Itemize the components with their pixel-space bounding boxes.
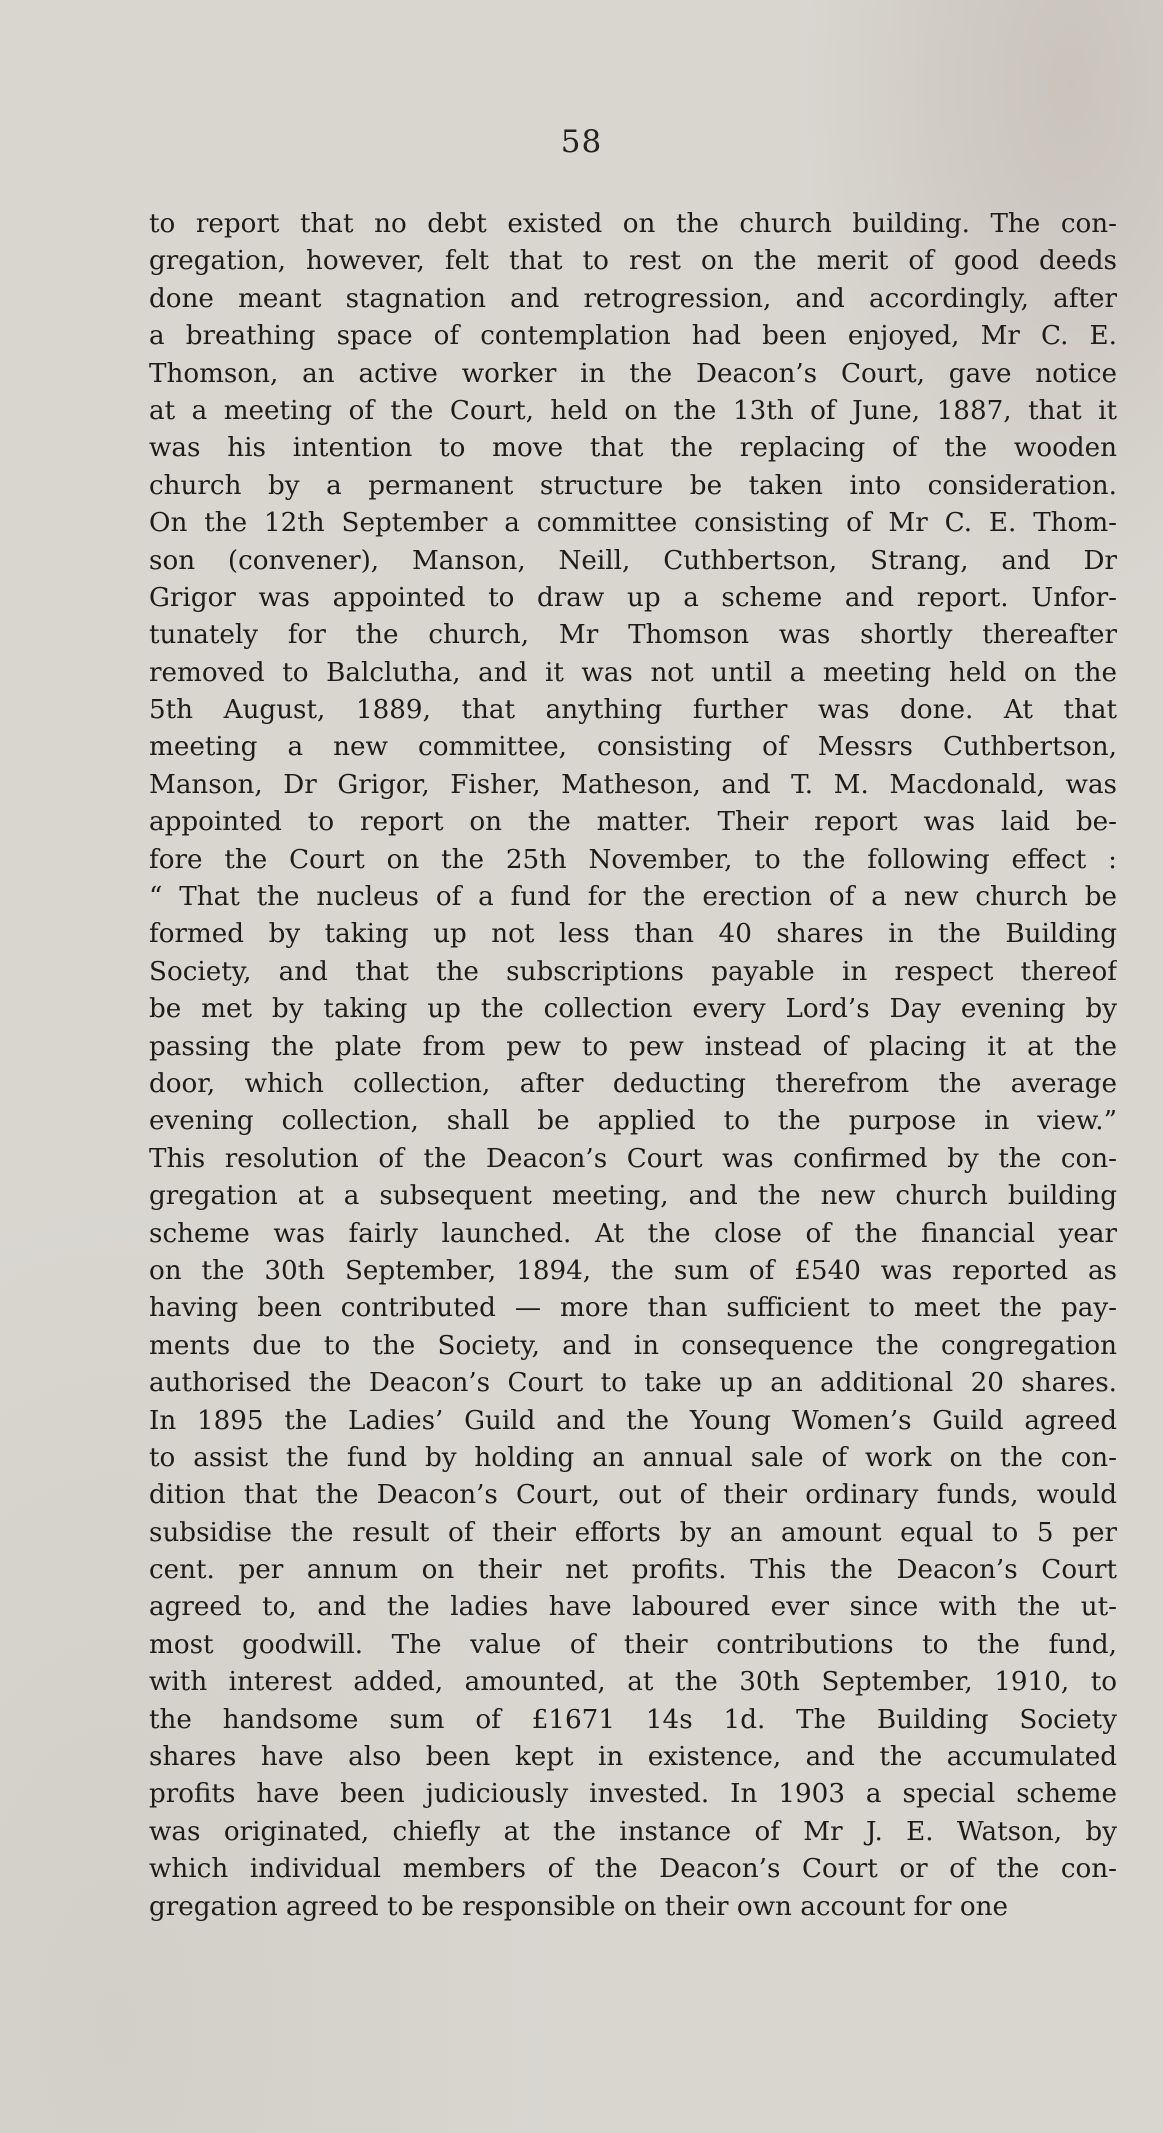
text-line: agreed to, and the ladies have laboured ever since with the ut- — [149, 1592, 1117, 1623]
text-line: In 1895 the Ladies’ Guild and the Young Women’s Guild agreed — [149, 1405, 1117, 1436]
text-line: most goodwill. The value of their contributions to the fund, — [149, 1629, 1117, 1660]
text-line: shares have also been kept in existence, and the accumulated — [149, 1742, 1117, 1773]
text-line: the handsome sum of £1671 14s 1d. The Building Society — [149, 1704, 1117, 1735]
text-line: removed to Balclutha, and it was not until a meeting held on the — [149, 657, 1117, 688]
text-line: On the 12th September a committee consisting of Mr C. E. Thom- — [149, 508, 1117, 539]
text-line: “ That the nucleus of a fund for the erection of a new church be — [149, 882, 1117, 913]
text-line: authorised the Deacon’s Court to take up an additional 20 shares. — [149, 1368, 1117, 1399]
text-line: tunately for the church, Mr Thomson was shortly thereafter — [149, 620, 1117, 651]
text-line: son (convener), Manson, Neill, Cuthbertson, Strang, and Dr — [149, 545, 1117, 576]
text-line: be met by taking up the collection every Lord’s Day evening by — [149, 994, 1117, 1025]
text-line: This resolution of the Deacon’s Court was confirmed by the con- — [149, 1143, 1117, 1174]
text-line: Grigor was appointed to draw up a scheme and report. Unfor- — [149, 582, 1117, 613]
text-line: gregation, however, felt that to rest on the merit of good deeds — [149, 246, 1117, 277]
page-number: 58 — [560, 124, 603, 160]
text-line: scheme was fairly launched. At the close of the financial year — [149, 1218, 1117, 1249]
text-line: ments due to the Society, and in consequence the congregation — [149, 1330, 1117, 1361]
text-line: at a meeting of the Court, held on the 13th of June, 1887, that it — [149, 395, 1117, 426]
text-line: 5th August, 1889, that anything further was done. At that — [149, 695, 1117, 726]
text-line: to assist the fund by holding an annual sale of work on the con- — [149, 1442, 1117, 1473]
text-line: profits have been judiciously invested. In 1903 a special scheme — [149, 1779, 1117, 1810]
text-line: gregation agreed to be responsible on their own account for one — [149, 1891, 1008, 1922]
text-line: cent. per annum on their net profits. This the Deacon’s Court — [149, 1555, 1117, 1586]
text-line: gregation at a subsequent meeting, and the new church building — [149, 1181, 1117, 1212]
text-line: door, which collection, after deducting therefrom the average — [149, 1068, 1117, 1099]
text-line: subsidise the result of their efforts by an amount equal to 5 per — [149, 1517, 1117, 1548]
text-line: having been contributed — more than sufficient to meet the pay- — [149, 1293, 1117, 1324]
text-line: dition that the Deacon’s Court, out of their ordinary funds, would — [149, 1480, 1117, 1511]
text-line: Thomson, an active worker in the Deacon’s Court, gave notice — [149, 358, 1117, 389]
text-line: to report that no debt existed on the church building. The con- — [149, 209, 1117, 239]
text-line: on the 30th September, 1894, the sum of £540 was reported as — [149, 1255, 1117, 1286]
text-line: meeting a new committee, consisting of Messrs Cuthbertson, — [149, 732, 1117, 763]
text-line: Manson, Dr Grigor, Fisher, Matheson, and T. M. Macdonald, was — [149, 769, 1117, 800]
text-line: with interest added, amounted, at the 30th September, 1910, to — [149, 1667, 1117, 1698]
text-line: Society, and that the subscriptions payable in respect thereof — [149, 956, 1117, 987]
text-line: evening collection, shall be applied to the purpose in view.” — [149, 1106, 1117, 1137]
text-line: appointed to report on the matter. Their report was laid be- — [149, 807, 1117, 838]
text-line: passing the plate from pew to pew instead of placing it at the — [149, 1031, 1117, 1062]
text-line: was his intention to move that the replacing of the wooden — [149, 433, 1117, 464]
text-line: done meant stagnation and retrogression, and accordingly, after — [149, 283, 1117, 314]
text-line: formed by taking up not less than 40 shares in the Building — [149, 919, 1117, 950]
text-line: church by a permanent structure be taken into consideration. — [149, 470, 1117, 501]
text-line: which individual members of the Deacon’s Court or of the con- — [149, 1854, 1117, 1885]
text-line: a breathing space of contemplation had been enjoyed, Mr C. E. — [149, 321, 1117, 352]
body-text — [149, 206, 1117, 1926]
text-line: fore the Court on the 25th November, to the following effect : — [149, 844, 1117, 875]
text-line: was originated, chiefly at the instance of Mr J. E. Watson, by — [149, 1816, 1117, 1847]
